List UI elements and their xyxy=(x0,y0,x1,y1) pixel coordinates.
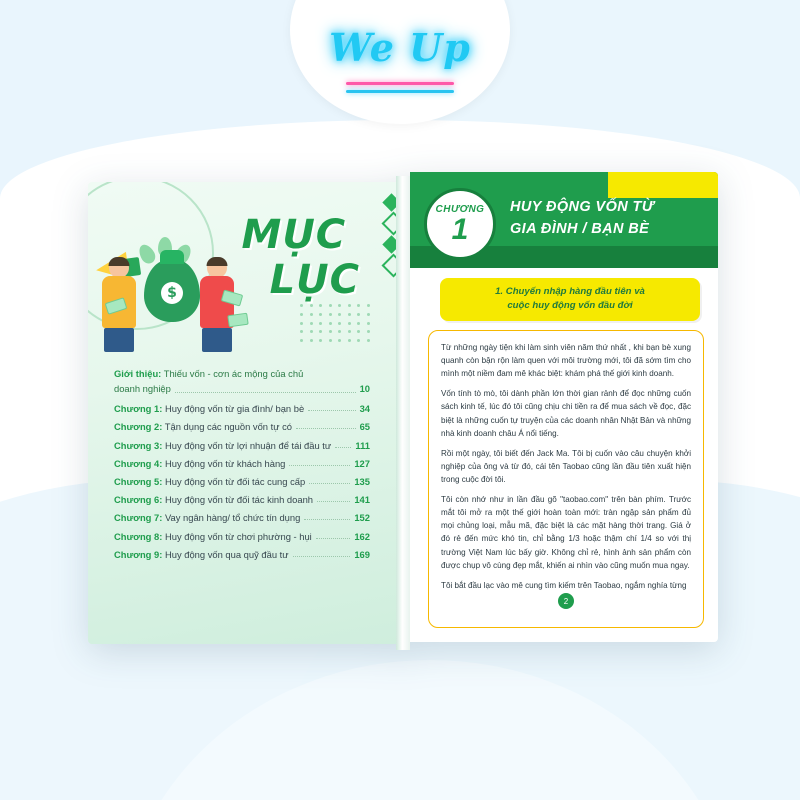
toc-intro-title-wrap: doanh nghiệp xyxy=(114,383,171,395)
coin-icon: $ xyxy=(161,282,183,304)
table-row[interactable] xyxy=(114,421,370,432)
toc-leader-dots xyxy=(317,500,350,502)
chapter-title-line1: HUY ĐỘNG VỐN TỪ xyxy=(510,199,654,215)
dot-grid-decoration xyxy=(300,304,374,346)
table-row[interactable] xyxy=(114,403,370,414)
toc-chapter-title: Huy động vốn từ khách hàng xyxy=(162,457,286,469)
toc-page-number: 111 xyxy=(355,439,370,451)
section-banner xyxy=(440,278,700,321)
toc-leader-dots xyxy=(289,464,350,466)
toc-leader-dots xyxy=(296,427,356,429)
toc-header-area xyxy=(88,182,396,364)
person-left-head xyxy=(109,258,129,278)
table-row[interactable] xyxy=(114,512,370,523)
page-number-badge: 2 xyxy=(558,593,574,609)
chapter-badge xyxy=(424,188,496,260)
toc-page-number: 169 xyxy=(354,548,370,560)
person-right-head xyxy=(207,258,227,278)
table-row[interactable] xyxy=(114,549,370,560)
toc-chapter-title: Huy động vốn từ gia đình/ bạn bè xyxy=(162,403,305,415)
toc-chapter-label: Chương 1: xyxy=(114,403,163,415)
money-bag-icon xyxy=(144,260,200,322)
brand-logo-text: We Up xyxy=(329,25,471,70)
page-title-line2: LỤC xyxy=(269,257,360,304)
person-left-hair xyxy=(109,257,130,266)
chapter-header-accent xyxy=(608,172,718,198)
toc-page-number: 127 xyxy=(354,457,370,469)
toc-chapter-label: Chương 6: xyxy=(114,494,163,506)
toc-chapter-label: Chương 4: xyxy=(114,457,163,469)
book-right-page xyxy=(410,172,718,642)
open-book xyxy=(88,172,718,652)
toc-chapter-label: Chương 3: xyxy=(114,439,163,451)
table-row[interactable] xyxy=(114,531,370,542)
toc-chapter-label: Chương 2: xyxy=(114,421,163,433)
logo-bar-blue xyxy=(346,90,454,93)
toc-chapter-title: Huy động vốn từ đối tác cung cấp xyxy=(162,476,306,488)
book-left-page xyxy=(88,182,396,644)
banknote-3 xyxy=(227,313,248,328)
toc-chapter-title: Vay ngân hàng/ tổ chức tín dụng xyxy=(162,512,301,524)
toc-leader-dots xyxy=(335,446,351,448)
toc-page-number: 141 xyxy=(354,494,370,506)
page-title-line1: MỤC xyxy=(241,212,347,258)
table-row[interactable] xyxy=(114,494,370,505)
toc-page-number: 135 xyxy=(354,476,370,488)
logo-bar-pink xyxy=(346,82,454,85)
toc-chapter-label: Chương 5: xyxy=(114,476,163,488)
toc-chapter-label: Chương 7: xyxy=(114,512,163,524)
table-row[interactable] xyxy=(114,476,370,487)
page-title xyxy=(228,212,360,304)
section-title-line2: cuộc huy động vốn đầu đời xyxy=(507,300,633,312)
body-paragraph: Vốn tính tò mò, tôi dành phần lớn thời gian rảnh để đọc những cuốn sách kinh tế, lúc đó tôi cũng chịu chi tiền ra để mua sách về đọc, đặc biệt là những cuốn tự truyện của các doanh nhân Nhật Bản và những nhà kinh doanh châu Á nổi tiếng. xyxy=(441,389,691,438)
book-spine xyxy=(396,176,410,650)
toc-intro-title: Thiếu vốn - cơn ác mộng của chủ xyxy=(161,368,304,379)
toc-chapter-title: Huy động vốn qua quỹ đầu tư xyxy=(162,548,289,560)
chapter-number: 1 xyxy=(451,212,469,246)
toc-chapter-title: Tận dụng các nguồn vốn tự có xyxy=(162,421,292,433)
toc-leader-dots xyxy=(316,537,351,539)
person-left-legs xyxy=(104,328,134,352)
brand-logo-underline xyxy=(346,77,454,98)
table-row[interactable] xyxy=(114,458,370,469)
body-paragraph: Tôi bắt đầu lạc vào mê cung tìm kiếm trên Taobao, ngắm nghía từng xyxy=(441,580,687,590)
toc-chapter-title: Huy động vốn từ lợi nhuận để tái đầu tư xyxy=(162,439,332,451)
toc-intro-label: Giới thiệu: xyxy=(114,368,162,379)
toc-leader-dots xyxy=(309,482,350,484)
toc-leader-dots xyxy=(175,391,356,393)
toc-chapter-title: Huy động vốn từ chơi phường - hụi xyxy=(162,530,312,542)
toc-intro-page: 10 xyxy=(359,383,370,395)
body-paragraph: Rồi một ngày, tôi biết đến Jack Ma. Tôi bị cuốn vào câu chuyện khởi nghiệp của ông và từ đó, cái tên Taobao cũng lần đầu tiên xuất hiện trong cuộc đời tôi. xyxy=(441,448,691,484)
chapter-title xyxy=(510,196,708,241)
toc-intro-row[interactable] xyxy=(114,366,370,396)
section-title-line1: 1. Chuyến nhập hàng đầu tiên và xyxy=(495,286,645,297)
toc-page-number: 162 xyxy=(354,530,370,542)
chapter-body xyxy=(428,330,704,628)
body-paragraph: Từ những ngày tiện khi làm sinh viên năm thứ nhất , khi bạn bè xung quanh còn bận rộn làm quen với môi trường mới, tôi đã sớm tìm cho mình một niềm đam mê khác biệt: khám phá thế giới kinh doanh. xyxy=(441,343,691,379)
toc-chapter-label: Chương 8: xyxy=(114,530,163,542)
person-right-legs xyxy=(202,328,232,352)
toc-chapter-label: Chương 9: xyxy=(114,548,163,560)
table-row[interactable] xyxy=(114,440,370,451)
toc-chapter-title: Huy động vốn từ đối tác kinh doanh xyxy=(162,494,314,506)
body-paragraph: Tôi còn nhớ như in lần đầu gõ "taobao.com" trên bàn phím. Trước mắt tôi mở ra một thế giới hoàn toàn mới: tràn ngập sản phẩm đủ mọi chủng loại, mẫu mã, đặc biệt là các mặt hàng thời trang. Giá ở đó rẻ đến mức khó tin, chỉ bằng 1/3 hoặc thậm chí 1/4 so với thị trường Việt Nam lúc bấy giờ. Không chỉ rẻ, hình ảnh sản phẩm còn được chụp vô cùng đẹp mắt, khiến ai nhìn vào cũng muốn mua ngay. xyxy=(441,495,691,570)
toc-page-number: 34 xyxy=(359,403,370,415)
chapter-word: CHƯƠNG xyxy=(435,203,485,215)
toc-leader-dots xyxy=(304,518,350,520)
toc-leader-dots xyxy=(308,409,355,411)
table-of-contents xyxy=(88,364,396,560)
toc-page-number: 152 xyxy=(354,512,370,524)
person-right-hair xyxy=(207,257,228,266)
toc-leader-dots xyxy=(293,555,351,557)
chapter-title-line2: GIA ĐÌNH / BẠN BÈ xyxy=(510,221,650,238)
toc-page-number: 65 xyxy=(359,421,370,433)
